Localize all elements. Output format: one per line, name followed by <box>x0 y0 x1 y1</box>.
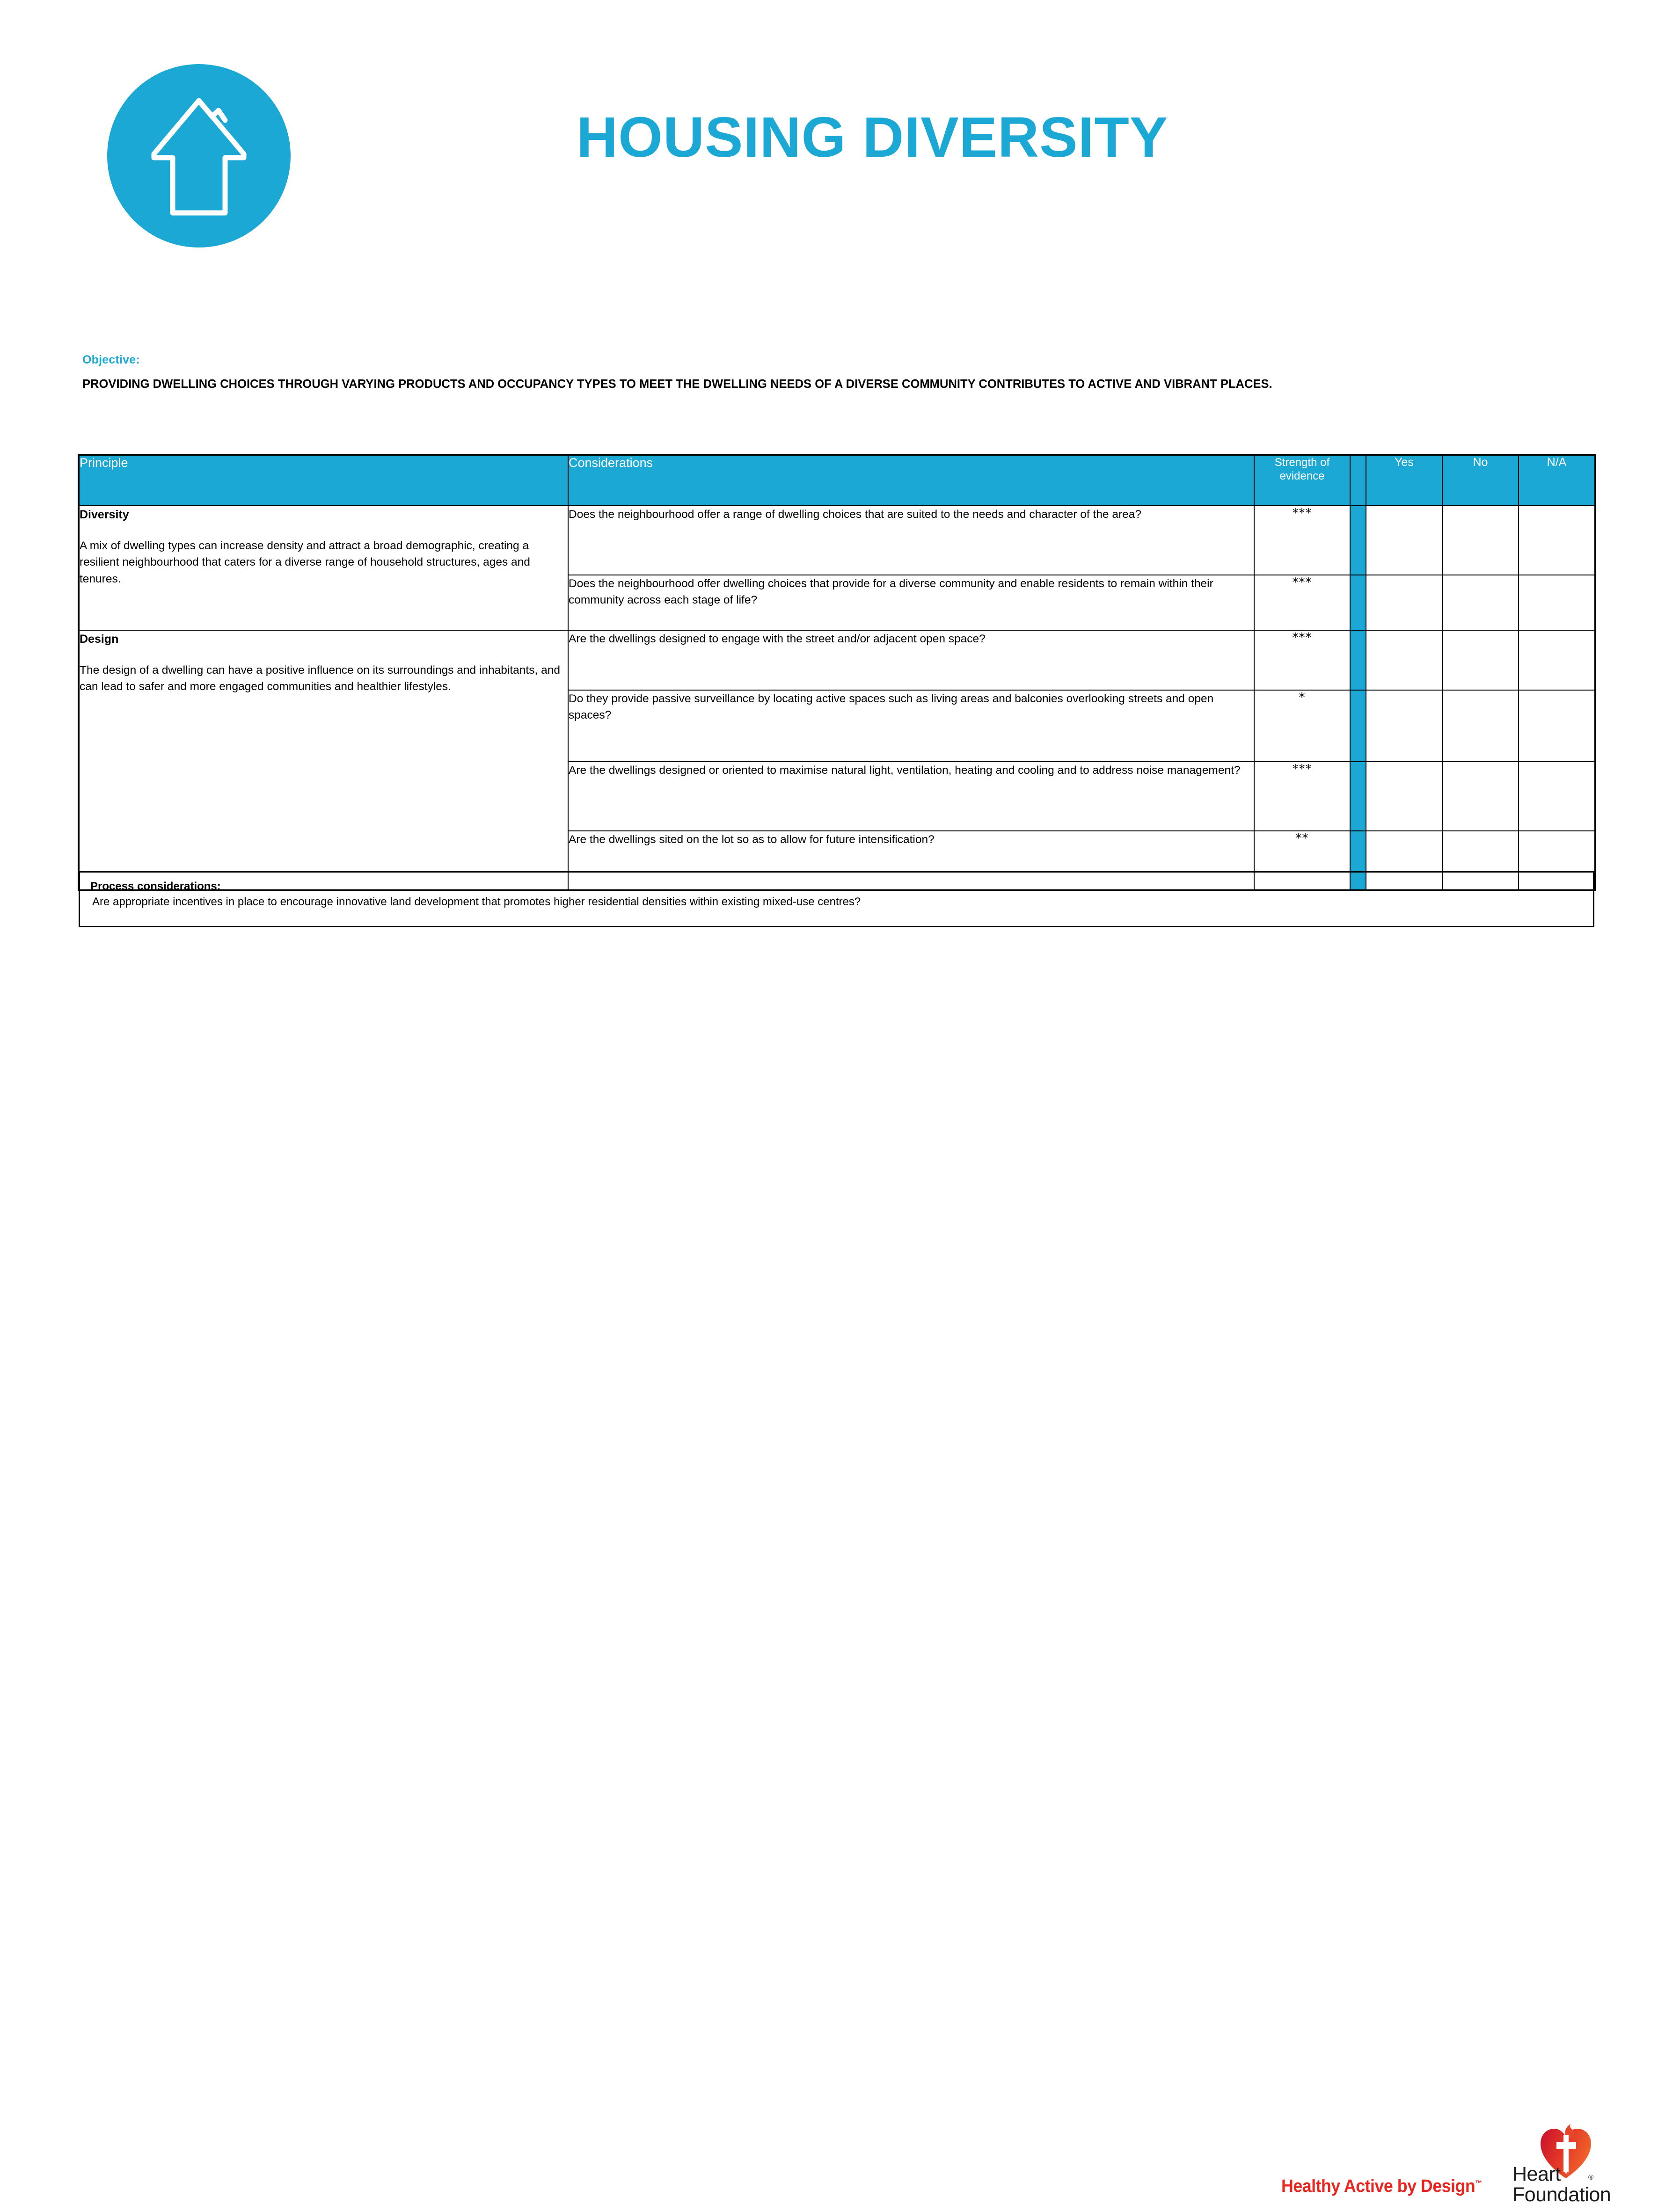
spacer-cell <box>1350 690 1366 762</box>
table-body <box>79 506 1595 890</box>
heart-foundation-logo <box>1512 2123 1611 2212</box>
healthy-active-by-design-logo <box>1281 2176 1482 2197</box>
column-header-principle: Principle <box>79 455 568 506</box>
checkbox-cell-na[interactable] <box>1519 506 1595 575</box>
strength-of-evidence-cell: *** <box>1254 575 1350 630</box>
consideration-cell: Are the dwellings sited on the lot so as to allow for future intensification? <box>568 831 1254 890</box>
objective-label: Objective: <box>82 353 140 366</box>
spacer-cell <box>1350 506 1366 575</box>
checkbox-cell-yes[interactable] <box>1366 575 1442 630</box>
trademark-symbol: ™ <box>1475 2179 1483 2188</box>
consideration-cell: Are the dwellings designed to engage with the street and/or adjacent open space? <box>568 630 1254 690</box>
principle-cell <box>79 630 568 890</box>
principle-description: The design of a dwelling can have a positive influence on its surroundings and inhabitants, and can lead to safer and more engaged communities and healthier lifestyles. <box>80 663 560 693</box>
house-upward-arrow-icon <box>107 64 291 247</box>
column-header-strength-of-evidence: Strength of evidence <box>1254 455 1350 506</box>
table-row <box>79 630 1595 690</box>
consideration-cell: Does the neighbourhood offer dwelling choices that provide for a diverse community and enable residents to remain within their community across each stage of life? <box>568 575 1254 630</box>
registered-symbol: ® <box>1588 2174 1594 2182</box>
checkbox-cell-na[interactable] <box>1519 690 1595 762</box>
checkbox-cell-no[interactable] <box>1442 762 1519 831</box>
consideration-cell: Does the neighbourhood offer a range of dwelling choices that are suited to the needs and character of the area? <box>568 506 1254 575</box>
housing-diversity-logo <box>107 64 291 247</box>
checkbox-cell-no[interactable] <box>1442 575 1519 630</box>
column-header-yes: Yes <box>1366 455 1442 506</box>
heart-foundation-line2: Foundation <box>1512 2183 1611 2206</box>
principle-description: A mix of dwelling types can increase density and attract a broad demographic, creating a resilient neighbourhood that caters for a diverse range of household structures, ages and tenures. <box>80 539 530 586</box>
checkbox-cell-na[interactable] <box>1519 575 1595 630</box>
checkbox-cell-yes[interactable] <box>1366 506 1442 575</box>
objective-statement: PROVIDING DWELLING CHOICES THROUGH VARYING PRODUCTS AND OCCUPANCY TYPES TO MEET THE DWELLING NEEDS OF A DIVERSE COMMUNITY CONTRIBUTES TO ACTIVE AND VIBRANT PLACES. <box>82 378 1272 391</box>
process-considerations-box <box>79 871 1594 927</box>
habd-wordmark: Healthy Active by Design <box>1281 2176 1475 2196</box>
checkbox-cell-no[interactable] <box>1442 690 1519 762</box>
assessment-table <box>79 455 1595 890</box>
spacer-cell <box>1350 762 1366 831</box>
principle-cell <box>79 506 568 630</box>
column-header-considerations: Considerations <box>568 455 1254 506</box>
principle-title: Design <box>80 633 119 646</box>
spacer-cell <box>1350 575 1366 630</box>
process-considerations-title: Process considerations: <box>90 880 221 893</box>
objective-block <box>82 353 1570 393</box>
checkbox-cell-na[interactable] <box>1519 762 1595 831</box>
column-header-spacer <box>1350 455 1366 506</box>
table-row <box>79 506 1595 575</box>
principle-title: Diversity <box>80 508 129 521</box>
column-header-no: No <box>1442 455 1519 506</box>
checkbox-cell-no[interactable] <box>1442 506 1519 575</box>
consideration-cell: Do they provide passive surveillance by locating active spaces such as living areas and balconies overlooking streets and open spaces? <box>568 690 1254 762</box>
column-header-na: N/A <box>1519 455 1595 506</box>
heart-foundation-wordmark <box>1512 2164 1611 2205</box>
checkbox-cell-yes[interactable] <box>1366 630 1442 690</box>
page-header <box>0 0 1658 262</box>
strength-of-evidence-cell: ** <box>1254 831 1350 890</box>
consideration-cell: Are the dwellings designed or oriented to maximise natural light, ventilation, heating and cooling and to address noise management? <box>568 762 1254 831</box>
strength-of-evidence-cell: * <box>1254 690 1350 762</box>
checkbox-cell-no[interactable] <box>1442 630 1519 690</box>
page-title: HOUSING DIVERSITY <box>577 105 1169 169</box>
table-header-row <box>79 455 1595 506</box>
heart-foundation-line1: Heart <box>1512 2163 1561 2185</box>
page-footer <box>0 1057 1658 2206</box>
checkbox-cell-yes[interactable] <box>1366 690 1442 762</box>
process-considerations-text: Are appropriate incentives in place to encourage innovative land development that promotes higher residential densities within existing mixed-use centres? <box>92 895 861 909</box>
strength-of-evidence-cell: *** <box>1254 506 1350 575</box>
strength-of-evidence-cell: *** <box>1254 762 1350 831</box>
checkbox-cell-na[interactable] <box>1519 630 1595 690</box>
checkbox-cell-yes[interactable] <box>1366 762 1442 831</box>
strength-of-evidence-cell: *** <box>1254 630 1350 690</box>
spacer-cell <box>1350 630 1366 690</box>
